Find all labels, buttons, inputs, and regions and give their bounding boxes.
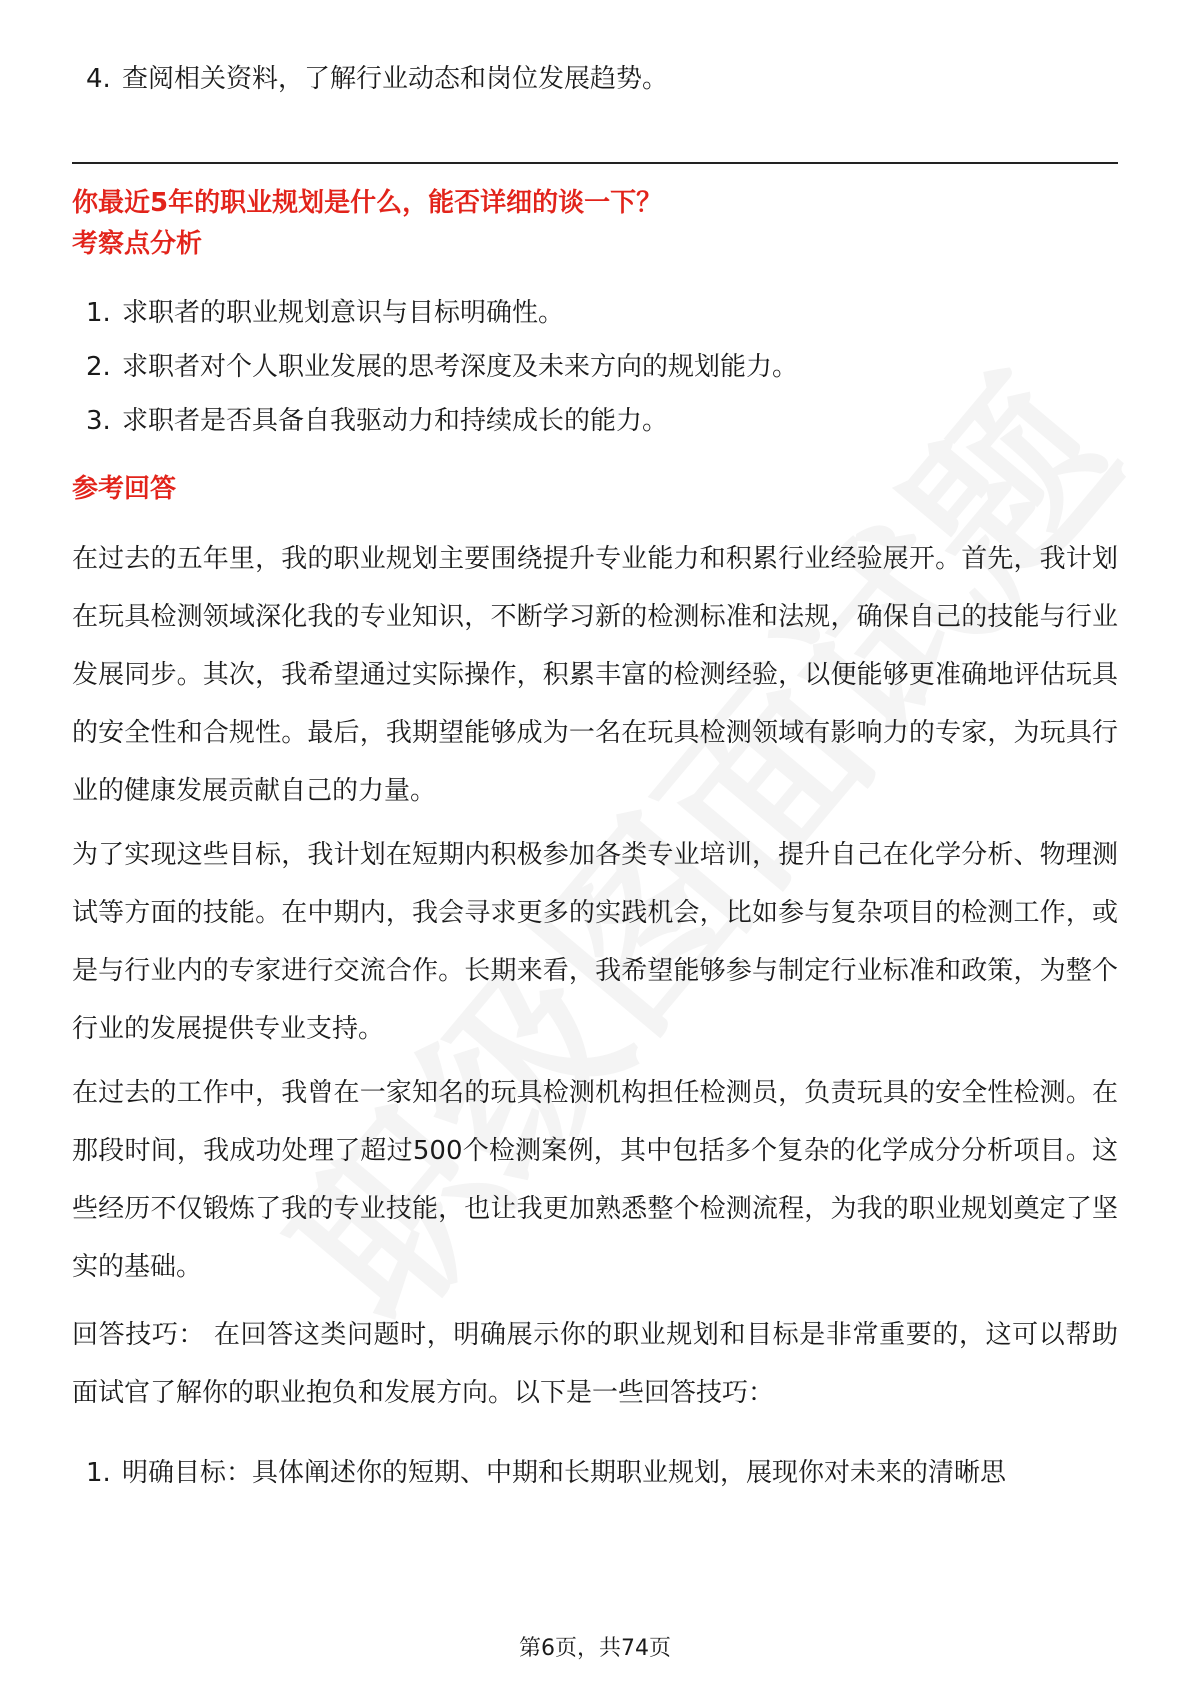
list-text: 明确目标：具体阐述你的短期、中期和长期职业规划，展现你对未来的清晰思 bbox=[122, 1458, 1007, 1488]
tips-paragraph: 回答技巧： 在回答这类问题时，明确展示你的职业规划和目标是非常重要的，这可以帮助面试官了解你的职业抱负和发展方向。以下是一些回答技巧： bbox=[72, 1320, 1118, 1408]
reference-heading: 参考回答 bbox=[72, 474, 177, 504]
answer-paragraph: 在过去的工作中，我曾在一家知名的玩具检测机构担任检测员，负责玩具的安全性检测。在那段时间，我成功处理了超过500个检测案例，其中包括多个复杂的化学成分分析项目。这些经历不仅锻炼了我的专业技能，也让我更加熟悉整个检测流程，为我的职业规划奠定了坚实的基础。 bbox=[72, 1078, 1118, 1282]
list-text: 求职者对个人职业发展的思考深度及未来方向的规划能力。 bbox=[122, 352, 799, 382]
list-item bbox=[86, 350, 798, 384]
divider bbox=[72, 162, 1118, 164]
question-title: 你最近5年的职业规划是什么，能否详细的谈一下？ bbox=[72, 188, 663, 218]
list-text: 求职者的职业规划意识与目标明确性。 bbox=[122, 298, 565, 328]
list-number: 2. bbox=[86, 352, 111, 382]
list-text: 求职者是否具备自我驱动力和持续成长的能力。 bbox=[122, 406, 669, 436]
list-text: 查阅相关资料，了解行业动态和岗位发展趋势。 bbox=[122, 64, 669, 94]
list-number: 1. bbox=[86, 298, 111, 328]
answer-paragraph: 为了实现这些目标，我计划在短期内积极参加各类专业培训，提升自己在化学分析、物理测试等方面的技能。在中期内，我会寻求更多的实践机会，比如参与复杂项目的检测工作，或是与行业内的专家进行交流合作。长期来看，我希望能够参与制定行业标准和政策，为整个行业的发展提供专业支持。 bbox=[72, 840, 1118, 1044]
list-number: 1. bbox=[86, 1458, 111, 1488]
list-number: 3. bbox=[86, 406, 111, 436]
document-page bbox=[72, 0, 1118, 1684]
list-number: 4. bbox=[86, 64, 111, 94]
answer-paragraph: 在过去的五年里，我的职业规划主要围绕提升专业能力和积累行业经验展开。首先，我计划在玩具检测领域深化我的专业知识，不断学习新的检测标准和法规，确保自己的技能与行业发展同步。其次，我希望通过实际操作，积累丰富的检测经验，以便能够更准确地评估玩具的安全性和合规性。最后，我期望能够成为一名在玩具检测领域有影响力的专家，为玩具行业的健康发展贡献自己的力量。 bbox=[72, 544, 1118, 806]
analysis-heading: 考察点分析 bbox=[72, 229, 203, 259]
list-item bbox=[86, 62, 668, 96]
list-item bbox=[86, 296, 564, 330]
list-item bbox=[86, 1456, 1006, 1490]
list-item bbox=[86, 404, 668, 438]
page-footer: 第6页，共74页 bbox=[519, 1636, 671, 1661]
